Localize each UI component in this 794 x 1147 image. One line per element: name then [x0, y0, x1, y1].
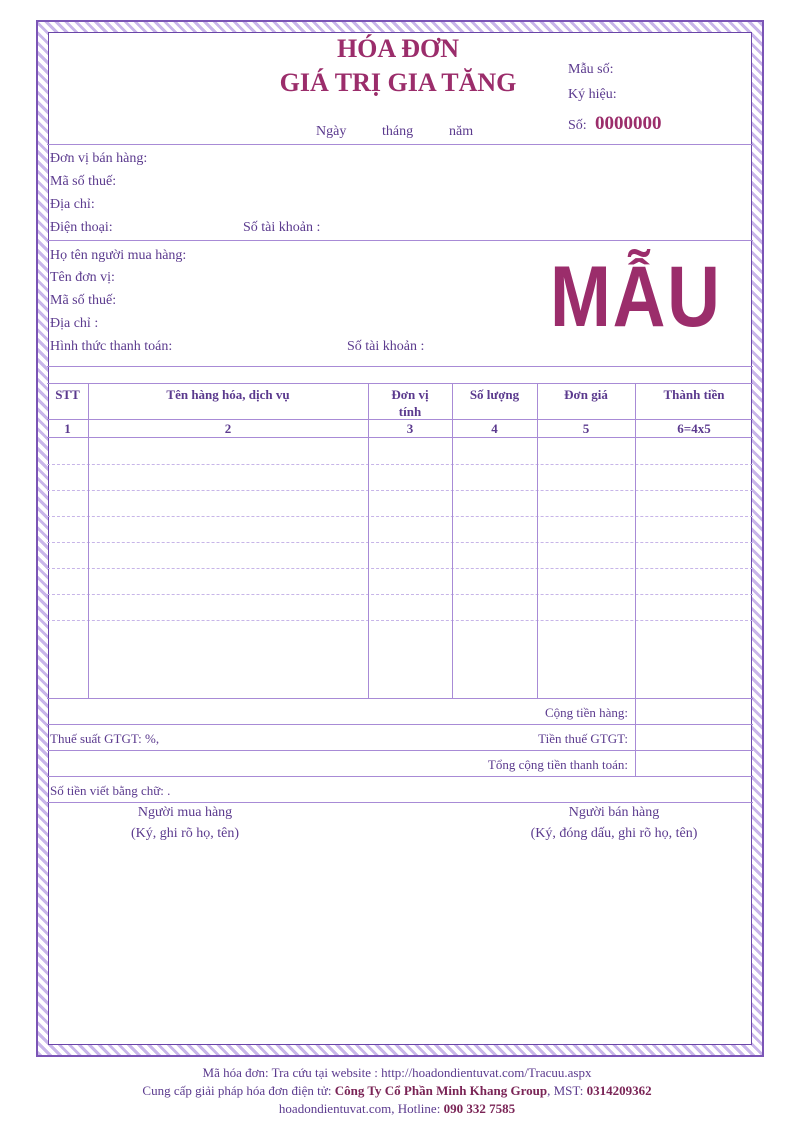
table-top-border: [47, 383, 753, 384]
invoice-title: HÓA ĐƠN: [336, 34, 460, 63]
column-header-unit: Đơn vị tính: [391, 387, 429, 419]
footer-hotline-number: 090 332 7585: [443, 1101, 516, 1116]
footer-hotline-line: [0, 1101, 794, 1117]
grand-total-label: Tổng cộng tiền thanh toán:: [487, 757, 628, 772]
table-row-line: [47, 620, 753, 621]
buyer-unit-label: Tên đơn vị:: [50, 270, 115, 285]
seller-signature-title: Người bán hàng: [568, 805, 660, 820]
invoice-number-label: Số:: [568, 118, 587, 133]
seller-phone-label: Điện thoại:: [50, 220, 113, 235]
buyer-name-label: Họ tên người mua hàng:: [50, 248, 187, 263]
table-row-line: [47, 568, 753, 569]
buyer-signature-note: (Ký, ghi rõ họ, tên): [130, 826, 240, 841]
column-number: 2: [224, 421, 232, 436]
table-number-border: [47, 437, 753, 438]
table-row-line: [47, 516, 753, 517]
divider: [47, 776, 753, 777]
seller-signature-note: (Ký, đóng dấu, ghi rõ họ, tên): [530, 826, 698, 841]
symbol-label: Ký hiệu:: [568, 87, 617, 102]
footer-provider-prefix: Cung cấp giải pháp hóa đơn điện tử:: [142, 1083, 335, 1098]
footer-lookup-line: Mã hóa đơn: Tra cứu tại website : http://hoadondientuvat.com/Tracuu.aspx: [202, 1065, 592, 1080]
divider: [47, 240, 753, 241]
buyer-address-label: Địa chỉ :: [50, 316, 99, 331]
date-year-label: năm: [449, 124, 474, 139]
invoice-number-value: 0000000: [595, 113, 662, 134]
table-column-line: [635, 383, 636, 776]
table-row-line: [47, 594, 753, 595]
seller-tax-code-label: Mã số thuế:: [50, 174, 117, 189]
seller-unit-label: Đơn vị bán hàng:: [50, 151, 148, 166]
table-row-line: [47, 464, 753, 465]
divider: [47, 750, 753, 751]
column-number: 4: [491, 421, 498, 436]
column-number: 1: [64, 421, 71, 436]
buyer-tax-code-label: Mã số thuế:: [50, 293, 117, 308]
buyer-account-label: Số tài khoản :: [347, 339, 425, 354]
divider: [47, 366, 753, 367]
footer-provider-line: [0, 1083, 794, 1099]
table-row-line: [47, 542, 753, 543]
date-month-label: tháng: [382, 124, 414, 139]
subtotal-label: Cộng tiền hàng:: [544, 705, 628, 720]
buyer-signature-title: Người mua hàng: [137, 805, 233, 820]
footer-website: hoadondientuvat.com, Hotline:: [278, 1101, 444, 1116]
invoice-subtitle: GIÁ TRỊ GIA TĂNG: [279, 68, 517, 97]
footer-mst-value: 0314209362: [586, 1083, 652, 1098]
sample-stamp: MẪU: [550, 249, 722, 345]
divider: [47, 724, 753, 725]
column-number: 6=4x5: [677, 421, 711, 436]
invoice-inner-area: [48, 32, 752, 1045]
seller-account-label: Số tài khoản :: [243, 220, 321, 235]
column-header-amount: Thành tiền: [663, 387, 725, 402]
footer-company-name: Công Ty Cổ Phần Minh Khang Group: [334, 1083, 548, 1098]
column-number: 5: [582, 421, 590, 436]
form-number-label: Mẫu số:: [568, 62, 614, 77]
seller-address-label: Địa chỉ:: [50, 197, 95, 212]
divider: [47, 144, 753, 145]
amount-in-words-label: Số tiền viết bằng chữ: .: [50, 783, 171, 798]
column-number: 3: [406, 421, 414, 436]
vat-rate-label: Thuế suất GTGT: %,: [50, 731, 160, 746]
payment-method-label: Hình thức thanh toán:: [50, 339, 173, 354]
column-header-goods: Tên hàng hóa, dịch vụ: [166, 387, 290, 402]
divider: [47, 802, 753, 803]
column-header-stt: STT: [55, 387, 80, 402]
column-header-quantity: Số lượng: [469, 387, 520, 402]
invoice-border-frame: [36, 20, 764, 1057]
vat-amount-label: Tiền thuế GTGT:: [538, 731, 628, 746]
totals-top-border: [47, 698, 753, 699]
column-header-price: Đơn giá: [564, 387, 608, 402]
table-row-line: [47, 490, 753, 491]
date-day-label: Ngày: [316, 124, 347, 139]
footer-mst-label: , MST:: [547, 1083, 587, 1098]
